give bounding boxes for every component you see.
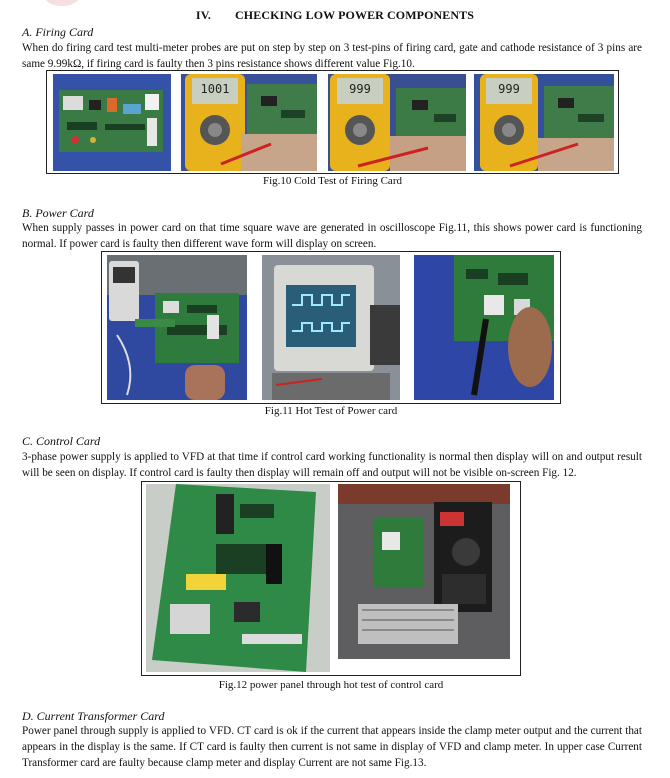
fig10-photo-pcb	[53, 74, 171, 171]
firing-card-paragraph: When do firing card test multi-meter probes are put on step by step on 3 test-pins of firing card, gate and cathode resistance of 3 pins are same 9.99kΩ, if firing card is faulty then 3 pins resistance shows different value Fig.10.	[22, 42, 642, 70]
meter-reading-2: 999	[349, 82, 371, 96]
control-card-heading: C. Control Card	[22, 434, 101, 448]
fig10-photo-meter-2	[328, 74, 466, 171]
section-heading	[0, 8, 670, 23]
fig10-frame	[46, 70, 619, 174]
control-card-paragraph: 3-phase power supply is applied to VFD at that time if control card working functionality is normal then display will on and output result will be seen on display. If control card is faulty then display will remain off and output will not be visible on-screen Fig. 12.	[22, 451, 642, 479]
meter-reading-3: 999	[498, 82, 520, 96]
fig12-photo-vfd-panel	[338, 484, 510, 659]
fig12-frame	[141, 481, 521, 676]
fig11-caption: Fig.11 Hot Test of Power card	[264, 405, 398, 417]
section-number: IV.	[195, 8, 212, 22]
ct-card-heading: D. Current Transformer Card	[22, 709, 165, 723]
fig10-photo-meter-3	[474, 74, 614, 171]
fig12-caption: Fig.12 power panel through hot test of control card	[218, 679, 444, 691]
fig12-photo-control-card	[146, 484, 330, 672]
meter-reading-1: 1001	[200, 82, 230, 96]
fig10-photo-meter-1	[181, 74, 317, 171]
power-card-heading: B. Power Card	[22, 206, 94, 220]
ct-card-paragraph: Power panel through supply is applied to VFD. CT card is ok if the current that appears inside the clamp meter output and the current that appears in the display is the same. If CT card is faulty then current is not same in display of VFD and clamp meter. In upper case Current Transformer card are faulty because clamp meter and display Current are not same Fig.13.	[22, 725, 642, 769]
section-title: CHECKING LOW POWER COMPONENTS	[235, 8, 475, 22]
fig11-photo-power-card	[107, 255, 247, 400]
firing-card-heading: A. Firing Card	[22, 25, 94, 39]
logo-mark	[40, 0, 84, 6]
fig11-photo-probe	[414, 255, 554, 400]
fig11-frame	[101, 251, 561, 404]
power-card-paragraph: When supply passes in power card on that time square wave are generated in oscilloscope Fig.11, this shows power card is functioning normal. If power card is faulty then different wave form will display on screen.	[22, 222, 642, 250]
fig11-photo-oscilloscope	[262, 255, 400, 400]
fig10-caption: Fig.10 Cold Test of Firing Card	[263, 175, 402, 187]
